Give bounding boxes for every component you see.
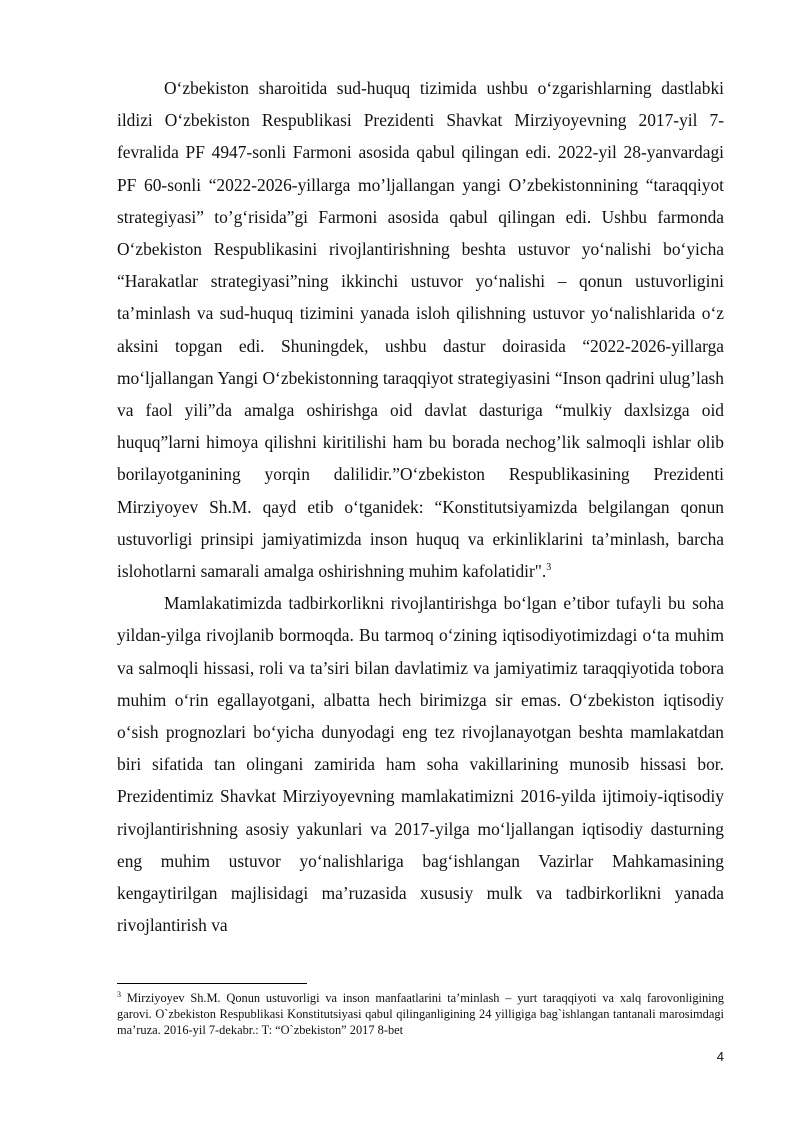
footnote-text: Mirziyoyev Sh.M. Qonun ustuvorligi va inson manfaatlarini ta’minlash – yurt taraqqiyoti va xalq farovonligining garovi. O`zbekiston Respublikasi Konstitutsiyasi qabul qilinganligining 24 yilligiga bag`ishlangan tantanali marosimdagi ma’ruza. 2016-yil 7-dekabr.: T: “O`zbekiston” 2017 8-bet <box>117 991 724 1037</box>
footnote <box>117 990 724 1038</box>
body-text <box>117 72 724 941</box>
paragraph-1-text: O‘zbekiston sharoitida sud-huquq tizimida ushbu o‘zgarishlarning dastlabki ildizi O‘zbekiston Respublikasi Prezidenti Shavkat Mirziyoyevning 2017-yil 7-fevralida PF 4947-sonli Farmoni asosida qabul qilingan edi. 2022-yil 28-yanvardagi PF 60-sonli “2022-2026-yillarga mo’ljallangan yangi O’zbekistonnining “taraqqiyot strategiyasi” to’g‘risida”gi Farmoni asosida qabul qilingan edi. Ushbu farmonda O‘zbekiston Respublikasini rivojlantirishning beshta ustuvor yo‘nalishi bo‘yicha “Harakatlar strategiyasi”ning ikkinchi ustuvor yo‘nalishi – qonun ustuvorligini ta’minlash va sud-huquq tizimini yanada isloh qilishning ustuvor yo‘nalishlarida o‘z aksini topgan edi. Shuningdek, ushbu dastur doirasida “2022-2026-yillarga mo‘ljallangan Yangi O‘zbekistonning taraqqiyot strategiyasini “Inson qadrini ulug’lash va faol yili”da amalga oshirishga oid davlat dasturiga “mulkiy daxlsizga oid huquq”larni himoya qilishni kiritilishi ham bu borada nechog’lik salmoqli ishlar olib borilayotganining yorqin dalilidir.”O‘zbekiston Respublikasining Prezidenti Mirziyoyev Sh.M. qayd etib o‘tganidek: “Konstitutsiyamizda belgilangan qonun ustuvorligi prinsipi jamiyatimizda inson huquq va erkinliklarini ta’minlash, barcha islohotlarni samarali amalga oshirishning muhim kafolatidir". <box>117 78 724 582</box>
page-number: 4 <box>716 1049 724 1064</box>
footnote-number: 3 <box>117 989 121 999</box>
footnote-reference: 3 <box>546 562 552 574</box>
paragraph-1 <box>117 72 724 587</box>
paragraph-2-text: Mamlakatimizda tadbirkorlikni rivojlantirishga bo‘lgan e’tibor tufayli bu soha yildan-yilga rivojlanib bormoqda. Bu tarmoq o‘zining iqtisodiyotimizdagi o‘ta muhim va salmoqli hissasi, roli va ta’siri bilan davlatimiz va jamiyatimiz taraqqiyotida tobora muhim o‘rin egallayotgani, albatta hech birimizga sir emas. O‘zbekiston iqtisodiy o‘sish prognozlari bo‘yicha dunyodagi eng tez rivojlanayotgan beshta mamlakatdan biri sifatida tan olingani zamirida ham soha vakillarining munosib hissasi bor. Prezidentimiz Shavkat Mirziyoyevning mamlakatimizni 2016-yilda ijtimoiy-iqtisodiy rivojlantirishning asosiy yakunlari va 2017-yilga mo‘ljallangan iqtisodiy dasturning eng muhim ustuvor yo‘nalishlariga bag‘ishlangan Vazirlar Mahkamasining kengaytirilgan majlisidagi ma’ruzasida xususiy mulk va tadbirkorlikni yanada rivojlantirish va <box>117 593 724 936</box>
footnote-separator <box>117 983 307 984</box>
paragraph-2 <box>117 587 724 941</box>
